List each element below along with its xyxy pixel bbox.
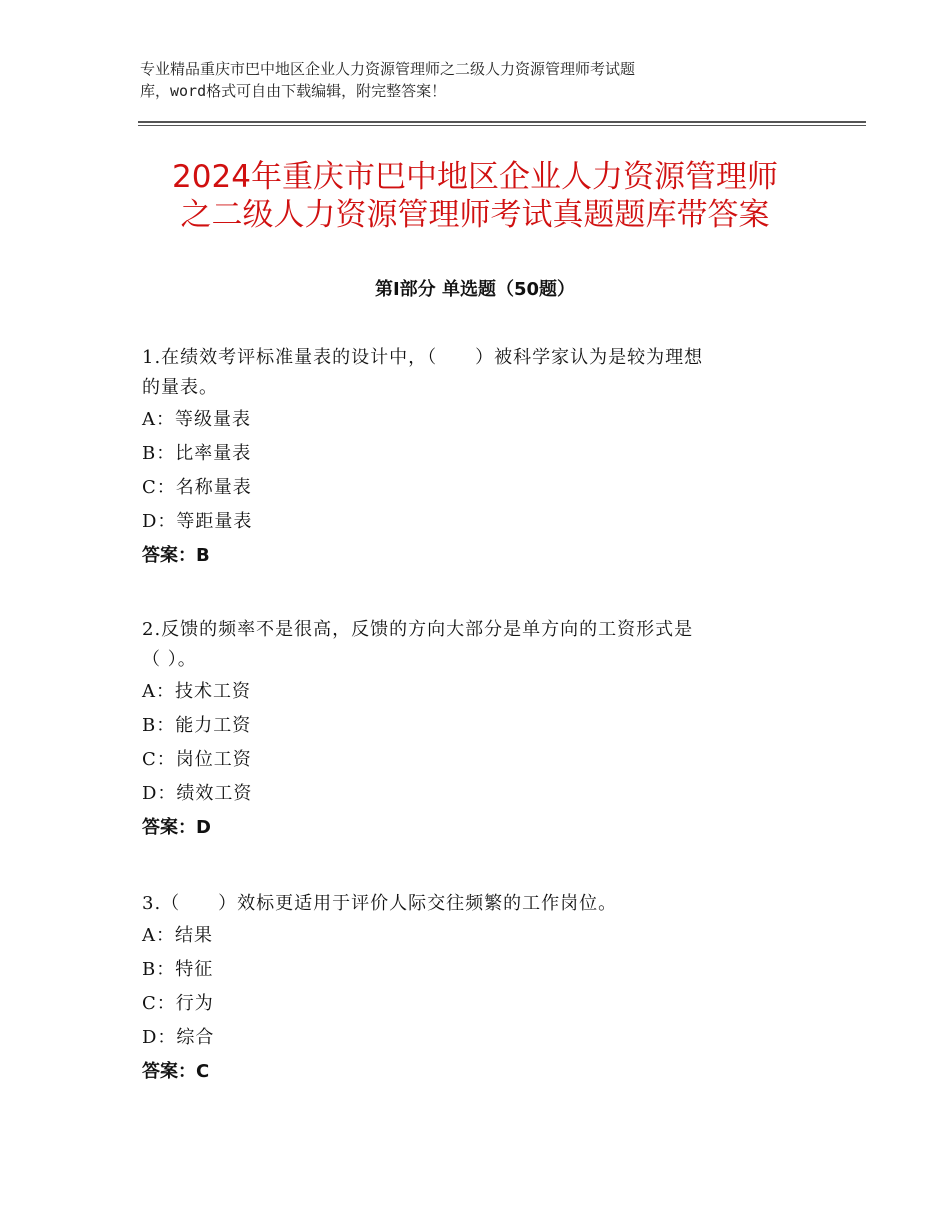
question-stem <box>142 615 842 675</box>
option-a: A：技术工资 <box>142 681 251 702</box>
question-stem-line: （ ）。 <box>142 649 197 670</box>
title-line-2: 之二级人力资源管理师考试真题题库带答案 <box>180 197 770 233</box>
option-b: B：特征 <box>142 959 214 980</box>
option-c: C：行为 <box>142 993 214 1014</box>
header-note <box>140 58 780 102</box>
option-a: A：等级量表 <box>142 409 251 430</box>
header-divider-thin <box>138 125 866 126</box>
section-heading: 第Ⅰ部分 单选题（50题） <box>374 279 575 300</box>
header-note-line-1: 专业精品重庆市巴中地区企业人力资源管理师之二级人力资源管理师考试题 <box>140 60 636 78</box>
answer: 答案：D <box>142 817 211 838</box>
option-d: D：等距量表 <box>142 511 253 532</box>
question-stem-line: 3.（ ）效标更适用于评价人际交往频繁的工作岗位。 <box>142 893 618 914</box>
answer: 答案：C <box>142 1061 210 1082</box>
question-stem-line: 2.反馈的频率不是很高，反馈的方向大部分是单方向的工资形式是 <box>142 619 694 640</box>
option-c: C：名称量表 <box>142 477 252 498</box>
option-d: D：综合 <box>142 1027 215 1048</box>
question-3 <box>142 889 842 1089</box>
header-divider-thick <box>138 121 866 123</box>
option-b: B：比率量表 <box>142 443 252 464</box>
title-line-1: 2024年重庆市巴中地区企业人力资源管理师 <box>172 159 778 195</box>
document-title <box>100 158 850 234</box>
option-d: D：绩效工资 <box>142 783 253 804</box>
question-stem-line: 1.在绩效考评标准量表的设计中，（ ）被科学家认为是较为理想 <box>142 347 704 368</box>
question-1 <box>142 343 842 573</box>
option-b: B：能力工资 <box>142 715 252 736</box>
question-2 <box>142 615 842 845</box>
header-note-line-2: 库，word格式可自由下载编辑，附完整答案！ <box>140 82 447 100</box>
option-c: C：岗位工资 <box>142 749 252 770</box>
question-stem-line: 的量表。 <box>142 377 218 398</box>
question-stem <box>142 343 842 403</box>
answer: 答案：B <box>142 545 210 566</box>
question-stem <box>142 889 842 919</box>
option-a: A：结果 <box>142 925 213 946</box>
